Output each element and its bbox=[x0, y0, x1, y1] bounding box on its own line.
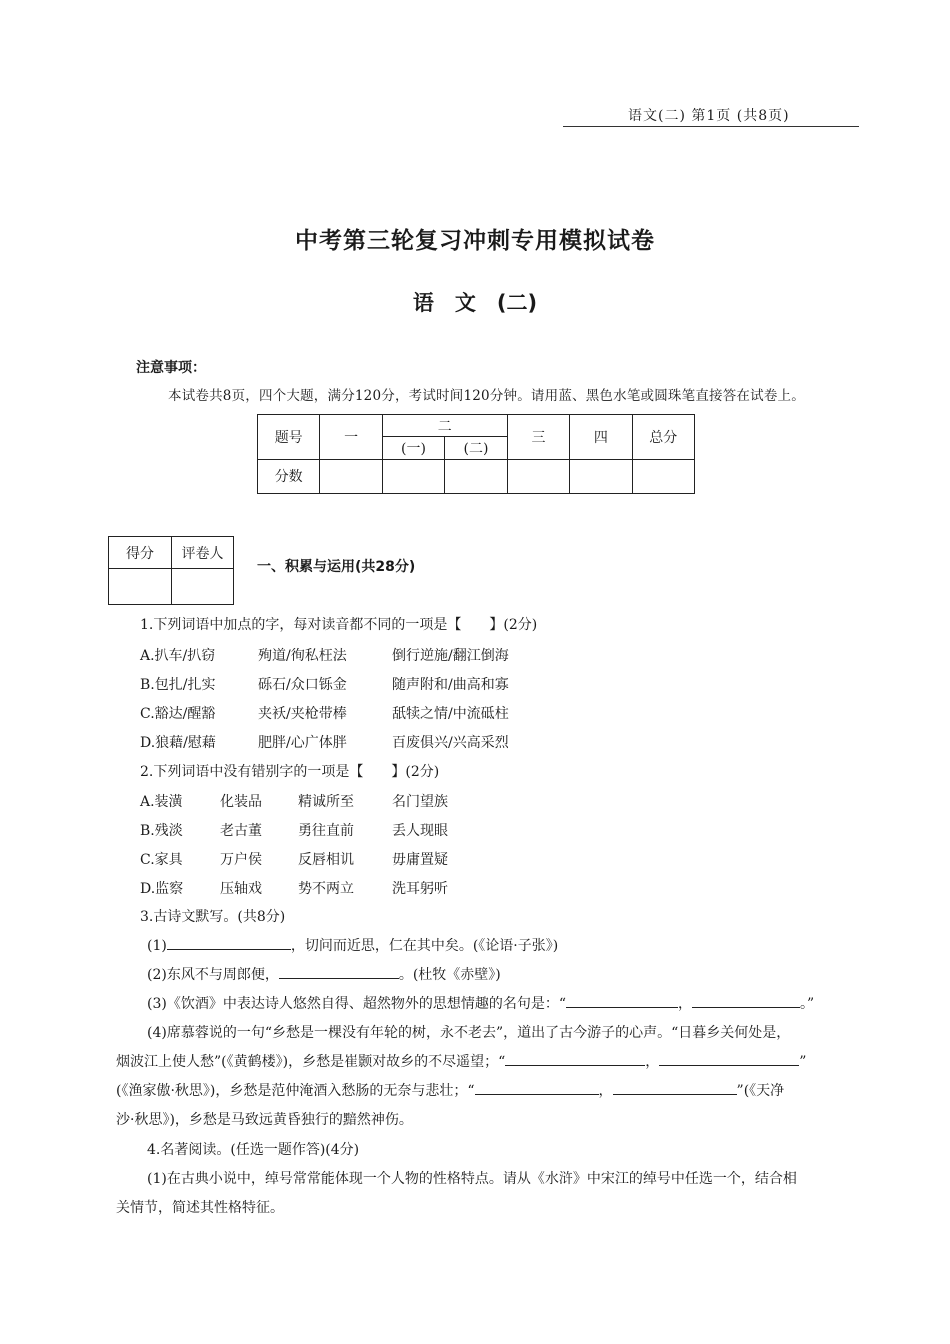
grader-name-cell[interactable] bbox=[172, 569, 234, 605]
score-cell[interactable] bbox=[507, 459, 569, 493]
q3-line-6 bbox=[116, 1080, 784, 1100]
q3-6-comma: ， bbox=[598, 1083, 613, 1099]
q1-option-c-3: 舐犊之情/中流砥柱 bbox=[392, 706, 509, 722]
answer-blank[interactable] bbox=[167, 935, 291, 950]
q2-option-c-4: 毋庸置疑 bbox=[392, 852, 448, 868]
answer-blank[interactable] bbox=[659, 1051, 799, 1066]
q3-line-3 bbox=[147, 993, 814, 1013]
score-cell[interactable] bbox=[382, 459, 445, 493]
grader-score-label: 得分 bbox=[109, 537, 172, 569]
q1-option-c-2: 夹袄/夹枪带棒 bbox=[258, 706, 347, 722]
q1-option-c-1: C.豁达/醒豁 bbox=[140, 706, 216, 722]
q1-option-a-2: 殉道/徇私枉法 bbox=[258, 648, 347, 664]
q3-1-text: ，切问而近思，仁在其中矣。(《论语·子张》) bbox=[290, 938, 559, 954]
answer-blank[interactable] bbox=[566, 993, 678, 1008]
q1-option-d-1: D.狼藉/慰藉 bbox=[140, 735, 216, 751]
q2-option-c-3: 反唇相讥 bbox=[298, 852, 354, 868]
score-table-c1: 一 bbox=[320, 415, 382, 460]
exam-subtitle: 语 文 (二) bbox=[412, 291, 538, 315]
q1-option-b-2: 砾石/众口铄金 bbox=[258, 677, 347, 693]
exam-title: 中考第三轮复习冲刺专用模拟试卷 bbox=[295, 228, 655, 254]
answer-blank[interactable] bbox=[613, 1080, 737, 1095]
q1-stem: 1.下列词语中加点的字，每对读音都不同的一项是【 】(2分) bbox=[140, 617, 538, 633]
q4-para-1: (1)在古典小说中，绰号常常能体现一个人物的性格特点。请从《水浒》中宋江的绰号中任选一个，结合相 bbox=[147, 1171, 797, 1187]
q1-option-a-1: A.扒车/扒窃 bbox=[140, 648, 216, 664]
score-table-c2: 二 bbox=[382, 415, 507, 437]
q3-line-1 bbox=[147, 935, 558, 955]
q2-option-b-2: 老古董 bbox=[220, 823, 262, 839]
score-table-c3: 三 bbox=[507, 415, 569, 460]
q1-option-d-3: 百废俱兴/兴高采烈 bbox=[392, 735, 509, 751]
q3-line-2 bbox=[147, 964, 501, 984]
q2-option-c-2: 万户侯 bbox=[220, 852, 262, 868]
q1-option-b-3: 随声附和/曲高和寡 bbox=[392, 677, 509, 693]
q3-3-text: (3)《饮酒》中表达诗人悠然自得、超然物外的思想情趣的名句是：“ bbox=[147, 996, 566, 1012]
score-table bbox=[257, 414, 695, 494]
q3-5-text: 烟波江上使人愁”(《黄鹤楼》)，乡愁是崔颢对故乡的不尽遥望；“ bbox=[116, 1054, 506, 1070]
q3-6-end: ”(《天净 bbox=[736, 1083, 785, 1099]
section-heading: 一、积累与运用(共28分) bbox=[257, 559, 416, 575]
q2-option-c-1: C.家具 bbox=[140, 852, 183, 868]
score-cell[interactable] bbox=[445, 459, 508, 493]
q1-option-b-1: B.包扎/扎实 bbox=[140, 677, 216, 693]
score-table-c2a: (一) bbox=[382, 437, 445, 459]
q4-stem: 4.名著阅读。(任选一题作答)(4分) bbox=[147, 1142, 360, 1158]
q4-para-2: 关情节，简述其性格特征。 bbox=[116, 1200, 284, 1216]
score-table-col-label: 题号 bbox=[258, 415, 320, 460]
q3-stem: 3.古诗文默写。(共8分) bbox=[140, 909, 286, 925]
q2-option-d-4: 洗耳躬听 bbox=[392, 881, 448, 897]
q2-option-a-2: 化装品 bbox=[220, 794, 262, 810]
q2-option-d-1: D.监察 bbox=[140, 881, 184, 897]
answer-blank[interactable] bbox=[692, 993, 800, 1008]
header-rule bbox=[563, 126, 859, 127]
notice-heading: 注意事项： bbox=[136, 360, 206, 376]
notice-text: 本试卷共8页，四个大题，满分120分，考试时间120分钟。请用蓝、黑色水笔或圆珠笔直接答在试卷上。 bbox=[168, 388, 805, 404]
q3-3-end: 。” bbox=[800, 996, 815, 1012]
q2-option-d-2: 压轴戏 bbox=[220, 881, 262, 897]
q2-stem: 2.下列词语中没有错别字的一项是【 】(2分) bbox=[140, 764, 440, 780]
q3-line-7: 沙·秋思》)，乡愁是马致远黄昏独行的黯然神伤。 bbox=[116, 1112, 413, 1128]
score-cell[interactable] bbox=[570, 459, 632, 493]
q3-line-5 bbox=[116, 1051, 806, 1071]
score-cell[interactable] bbox=[632, 459, 694, 493]
answer-blank[interactable] bbox=[505, 1051, 645, 1066]
answer-blank[interactable] bbox=[279, 964, 399, 979]
score-table-c2b: (二) bbox=[445, 437, 508, 459]
grader-table bbox=[108, 536, 234, 605]
q2-option-d-3: 势不两立 bbox=[298, 881, 354, 897]
q3-3-comma: ， bbox=[678, 996, 692, 1012]
score-table-c4: 四 bbox=[570, 415, 632, 460]
q3-5-comma: ， bbox=[645, 1054, 660, 1070]
score-table-row-label: 分数 bbox=[258, 459, 320, 493]
grader-score-cell[interactable] bbox=[109, 569, 172, 605]
q2-option-a-1: A.装潢 bbox=[140, 794, 183, 810]
grader-name-label: 评卷人 bbox=[172, 537, 234, 569]
q3-line-4: (4)席慕蓉说的一句“乡愁是一棵没有年轮的树，永不老去”，道出了古今游子的心声。“日暮乡关何处是， bbox=[147, 1025, 791, 1041]
score-cell[interactable] bbox=[320, 459, 382, 493]
q3-1-number: (1) bbox=[147, 938, 167, 954]
q3-2-source: 。(杜牧《赤壁》) bbox=[398, 967, 501, 983]
q2-option-b-1: B.残淡 bbox=[140, 823, 183, 839]
page-header: 语文(二) 第1页 (共8页) bbox=[628, 108, 790, 124]
q3-6-text: (《渔家傲·秋思》)，乡愁是范仲淹酒入愁肠的无奈与悲壮；“ bbox=[116, 1083, 475, 1099]
q1-option-d-2: 肥胖/心广体胖 bbox=[258, 735, 347, 751]
q3-5-end: ” bbox=[799, 1054, 807, 1070]
q2-option-b-4: 丢人现眼 bbox=[392, 823, 448, 839]
q3-2-text: (2)东风不与周郎便， bbox=[147, 967, 279, 983]
answer-blank[interactable] bbox=[475, 1080, 599, 1095]
q2-option-a-3: 精诚所至 bbox=[298, 794, 354, 810]
q2-option-a-4: 名门望族 bbox=[392, 794, 448, 810]
q1-option-a-3: 倒行逆施/翻江倒海 bbox=[392, 648, 509, 664]
score-table-c5: 总分 bbox=[632, 415, 694, 460]
q2-option-b-3: 勇往直前 bbox=[298, 823, 354, 839]
